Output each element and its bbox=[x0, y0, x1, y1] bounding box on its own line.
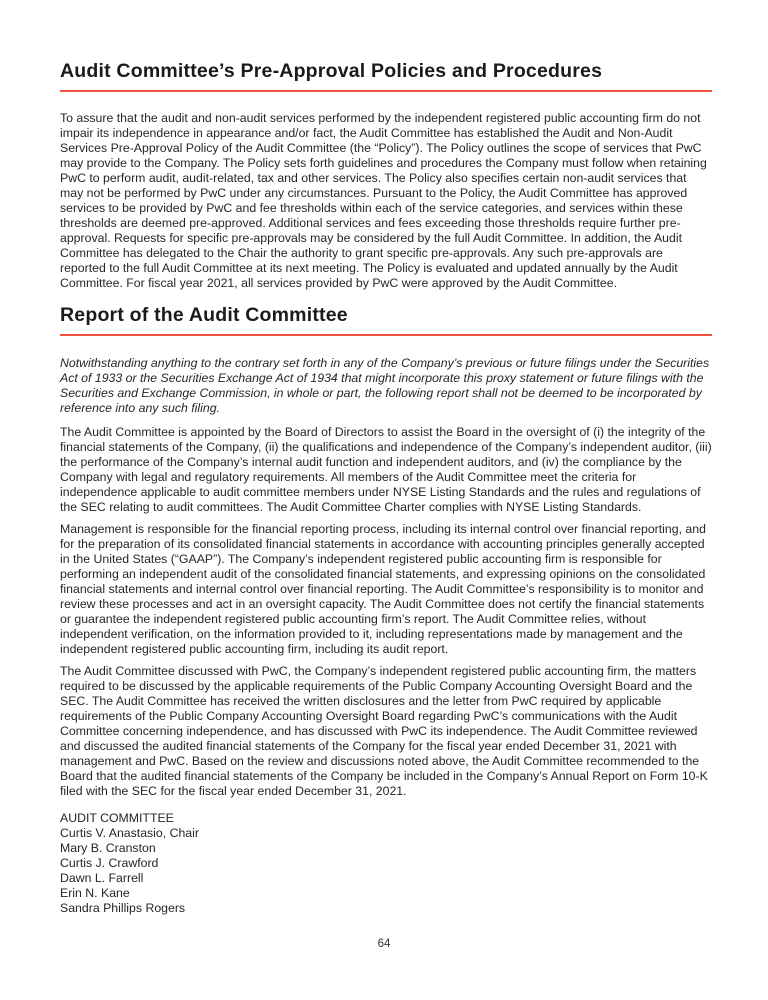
report-section-heading: Report of the Audit Committee bbox=[60, 304, 712, 336]
signature-block bbox=[60, 811, 712, 916]
report-paragraph-recommendation: The Audit Committee discussed with PwC, the Company’s independent registered public accounting firm, the matters required to be discussed by the applicable requirements of the Public Company Accounting Oversight Board and the SEC. The Audit Committee has received the written disclosures and the letter from PwC required by applicable requirements of the Public Company Accounting Oversight Board regarding PwC’s communications with the Audit Committee concerning independence, and has discussed with PwC its independence. The Audit Committee reviewed and discussed the audited financial statements of the Company for the fiscal year ended December 31, 2021 with management and PwC. Based on the review and discussions noted above, the Audit Committee recommended to the Board that the audited financial statements of the Company be included in the Company’s Annual Report on Form 10-K filed with the SEC for the fiscal year ended December 31, 2021. bbox=[60, 664, 708, 798]
incorporation-disclaimer-note: Notwithstanding anything to the contrary set forth in any of the Company’s previous or future filings under the Securities Act of 1933 or the Securities Exchange Act of 1934 that might incorporate this proxy statement or future filings with the Securities and Exchange Commission, in whole or part, the following report shall not be deemed to be incorporated by reference into any such filing. bbox=[60, 356, 710, 415]
section-audit-committee-report bbox=[60, 304, 712, 916]
section-preapproval-policies bbox=[60, 60, 712, 291]
signature-name: Curtis V. Anastasio, Chair bbox=[60, 826, 199, 840]
preapproval-section-heading: Audit Committee’s Pre-Approval Policies and Procedures bbox=[60, 60, 712, 92]
signature-name: Sandra Phillips Rogers bbox=[60, 901, 186, 915]
signature-name: Curtis J. Crawford bbox=[60, 856, 159, 870]
signature-name: Erin N. Kane bbox=[60, 886, 130, 900]
signature-name: Mary B. Cranston bbox=[60, 841, 156, 855]
preapproval-paragraph: To assure that the audit and non-audit services performed by the independent registered public accounting firm do not impair its independence in appearance and/or fact, the Audit Committee has established the Audit and Non-Audit Services Pre-Approval Policy of the Audit Committee (the “Policy”). The Policy outlines the scope of services that PwC may provide to the Company. The Policy sets forth guidelines and procedures the Company must follow when retaining PwC to perform audit, audit-related, tax and other services. The Policy also specifies certain non-audit services that may not be performed by PwC under any circumstances. Pursuant to the Policy, the Audit Committee has approved services to be provided by PwC and fee thresholds within each of the service categories, and services within these thresholds are deemed pre-approved. Additional services and fees exceeding those thresholds require further pre-approval. Requests for specific pre-approvals may be considered by the full Audit Committee. In addition, the Audit Committee has delegated to the Chair the authority to grant specific pre-approvals. Any such pre-approvals are reported to the full Audit Committee at its next meeting. The Policy is evaluated and updated annually by the Audit Committee. For fiscal year 2021, all services provided by PwC were approved by the Audit Committee. bbox=[60, 111, 707, 290]
signature-name: Dawn L. Farrell bbox=[60, 871, 144, 885]
report-paragraph-responsibilities: Management is responsible for the financial reporting process, including its internal control over financial reporting, and for the preparation of its consolidated financial statements in accordance with accounting principles generally accepted in the United States (“GAAP”). The Company’s independent registered public accounting firm is responsible for performing an independent audit of the consolidated financial statements, and expressing opinions on the consolidated financial statements and internal control over financial reporting. The Audit Committee’s responsibility is to monitor and review these processes and act in an oversight capacity. The Audit Committee does not certify the financial statements or guarantee the independent registered public accounting firm’s report. The Audit Committee relies, without independent verification, on the information provided to it, including representations made by management and the independent registered public accounting firm, including its audit report. bbox=[60, 522, 706, 656]
signature-block-label: AUDIT COMMITTEE bbox=[60, 811, 174, 825]
report-paragraph-appointment: The Audit Committee is appointed by the Board of Directors to assist the Board in the oversight of (i) the integrity of the financial statements of the Company, (ii) the qualifications and independence of the Company’s independent auditor, (iii) the performance of the Company’s internal audit function and independent auditors, and (iv) the compliance by the Company with legal and regulatory requirements. All members of the Audit Committee meet the criteria for independence applicable to audit committee members under NYSE Listing Standards and the rules and regulations of the SEC relating to audit committees. The Audit Committee Charter complies with NYSE Listing Standards. bbox=[60, 425, 712, 514]
page-number: 64 bbox=[377, 938, 391, 950]
